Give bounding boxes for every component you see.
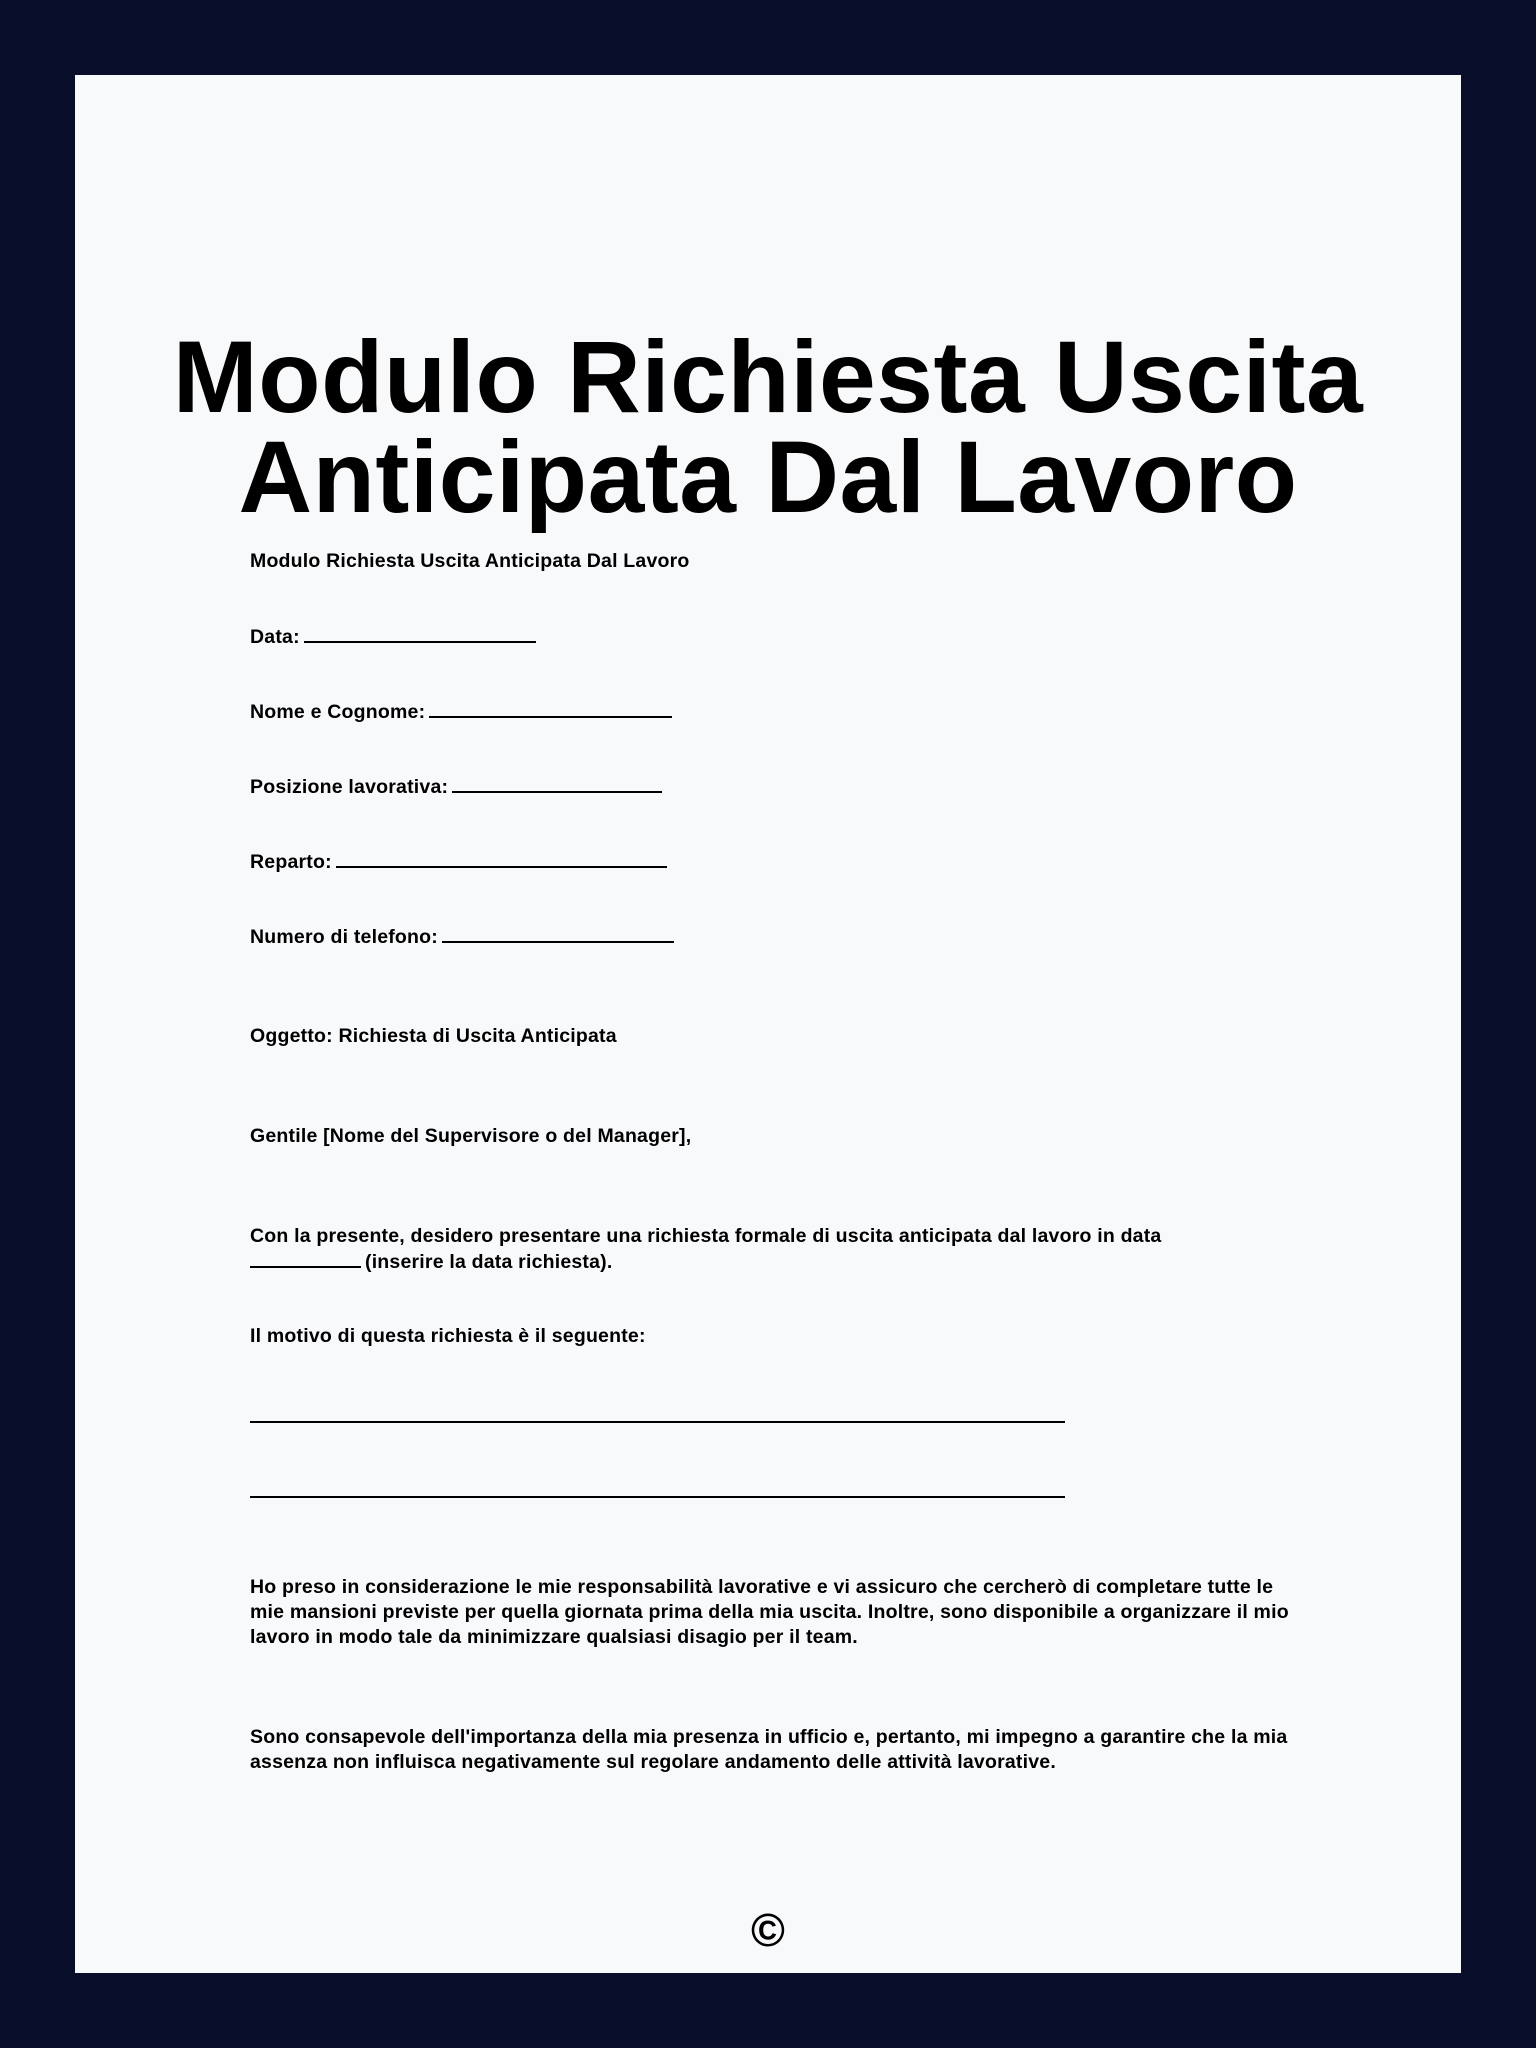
request-text-part2: (inserire la data richiesta). — [365, 1251, 613, 1273]
phone-field-row — [250, 924, 1300, 950]
name-blank-line[interactable] — [429, 699, 672, 718]
responsibilities-paragraph: Ho preso in considerazione le mie responsabilità lavorative e vi assicuro che cercherò di completare tutte le mie mansioni previste per quella giornata prima della mia uscita. Inoltre, sono disponibile a organizzare il mio lavoro in modo tale da minimizzare qualsiasi disagio per il team. — [250, 1576, 1289, 1648]
request-text-part1: Con la presente, desidero presentare una richiesta formale di uscita anticipata dal lavoro in data — [250, 1225, 1162, 1247]
date-field-row — [250, 624, 1300, 650]
reason-intro: Il motivo di questa richiesta è il seguente: — [250, 1325, 646, 1347]
document-page — [75, 75, 1461, 1973]
form-subtitle: Modulo Richiesta Uscita Anticipata Dal Lavoro — [250, 550, 690, 572]
subject-line: Oggetto: Richiesta di Uscita Anticipata — [250, 1025, 617, 1047]
position-blank-line[interactable] — [452, 774, 662, 793]
reason-blank-line-2[interactable] — [250, 1496, 1065, 1498]
salutation: Gentile [Nome del Supervisore o del Manager], — [250, 1125, 692, 1147]
department-blank-line[interactable] — [336, 849, 667, 868]
phone-blank-line[interactable] — [442, 924, 674, 943]
document-title — [75, 320, 1461, 534]
position-label: Posizione lavorativa: — [250, 776, 449, 798]
copyright-icon: © — [751, 1904, 785, 1956]
date-blank-line[interactable] — [304, 624, 536, 643]
department-field-row — [250, 849, 1300, 875]
date-label: Data: — [250, 626, 300, 648]
request-date-blank-line[interactable] — [250, 1249, 361, 1268]
name-field-row — [250, 699, 1300, 725]
request-paragraph — [250, 1224, 1300, 1275]
title-line-1: Modulo Richiesta Uscita — [172, 320, 1364, 434]
reason-blank-line-1[interactable] — [250, 1421, 1065, 1423]
department-label: Reparto: — [250, 851, 332, 873]
commitment-paragraph: Sono consapevole dell'importanza della mia presenza in ufficio e, pertanto, mi impegno a garantire che la mia assenza non influisca negativamente sul regolare andamento delle attività lavorative. — [250, 1726, 1288, 1773]
title-line-2: Anticipata Dal Lavoro — [238, 420, 1298, 534]
phone-label: Numero di telefono: — [250, 926, 438, 948]
name-label: Nome e Cognome: — [250, 701, 426, 723]
position-field-row — [250, 774, 1300, 800]
